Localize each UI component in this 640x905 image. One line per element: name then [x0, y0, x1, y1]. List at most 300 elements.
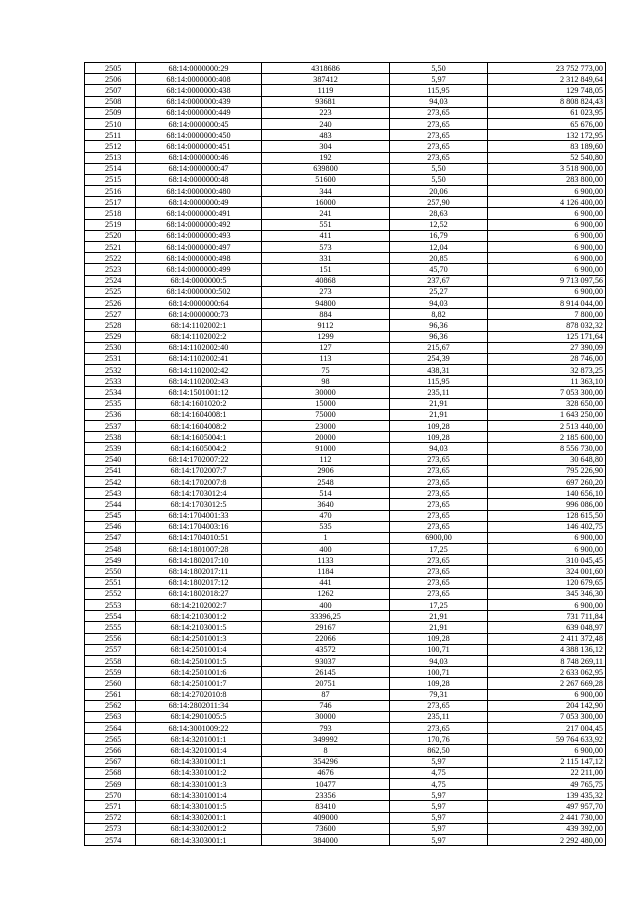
- table-row: [85, 745, 606, 756]
- rate-cell: 20,06: [390, 186, 488, 197]
- value-cell: 140 656,10: [488, 488, 606, 499]
- row-number-cell: 2547: [85, 532, 136, 543]
- rate-cell: 20,85: [390, 253, 488, 264]
- rate-cell: 257,90: [390, 197, 488, 208]
- area-cell: 30000: [262, 387, 390, 398]
- rate-cell: 273,65: [390, 107, 488, 118]
- table-row: [85, 331, 606, 342]
- table-row: [85, 141, 606, 152]
- cadastral-number-cell: 68:14:1703012:4: [136, 488, 262, 499]
- area-cell: 223: [262, 107, 390, 118]
- table-row: [85, 521, 606, 532]
- area-cell: 192: [262, 152, 390, 163]
- value-cell: 61 023,95: [488, 107, 606, 118]
- rate-cell: 273,65: [390, 566, 488, 577]
- cadastral-number-cell: 68:14:2103001:5: [136, 622, 262, 633]
- value-cell: 996 086,00: [488, 499, 606, 510]
- area-cell: 4676: [262, 767, 390, 778]
- value-cell: 23 752 773,00: [488, 63, 606, 74]
- row-number-cell: 2543: [85, 488, 136, 499]
- table-row: [85, 488, 606, 499]
- cadastral-number-cell: 68:14:0000000:497: [136, 242, 262, 253]
- cadastral-number-cell: 68:14:0000000:47: [136, 163, 262, 174]
- rate-cell: 115,95: [390, 376, 488, 387]
- area-cell: 20000: [262, 432, 390, 443]
- area-cell: 273: [262, 286, 390, 297]
- value-cell: 6 900,00: [488, 208, 606, 219]
- value-cell: 59 764 633,92: [488, 734, 606, 745]
- table-row: [85, 163, 606, 174]
- value-cell: 7 800,00: [488, 309, 606, 320]
- area-cell: 400: [262, 600, 390, 611]
- row-number-cell: 2525: [85, 286, 136, 297]
- value-cell: 204 142,90: [488, 700, 606, 711]
- area-cell: 441: [262, 577, 390, 588]
- value-cell: 6 900,00: [488, 286, 606, 297]
- rate-cell: 273,65: [390, 510, 488, 521]
- rate-cell: 25,27: [390, 286, 488, 297]
- cadastral-number-cell: 68:14:1801007:28: [136, 544, 262, 555]
- cadastral-number-cell: 68:14:3301001:4: [136, 790, 262, 801]
- rate-cell: 17,25: [390, 544, 488, 555]
- value-cell: 3 518 900,00: [488, 163, 606, 174]
- cadastral-number-cell: 68:14:0000000:491: [136, 208, 262, 219]
- table-row: [85, 342, 606, 353]
- table-row: [85, 779, 606, 790]
- value-cell: 2 441 730,00: [488, 812, 606, 823]
- row-number-cell: 2518: [85, 208, 136, 219]
- area-cell: 1119: [262, 85, 390, 96]
- rate-cell: 109,28: [390, 421, 488, 432]
- area-cell: 4318686: [262, 63, 390, 74]
- value-cell: 120 679,65: [488, 577, 606, 588]
- table-row: [85, 801, 606, 812]
- cadastral-number-cell: 68:14:1702007:8: [136, 476, 262, 487]
- rate-cell: 235,11: [390, 387, 488, 398]
- row-number-cell: 2505: [85, 63, 136, 74]
- row-number-cell: 2513: [85, 152, 136, 163]
- table-row: [85, 723, 606, 734]
- row-number-cell: 2563: [85, 711, 136, 722]
- area-cell: 151: [262, 264, 390, 275]
- cadastral-number-cell: 68:14:1605004:2: [136, 443, 262, 454]
- area-cell: 8: [262, 745, 390, 756]
- value-cell: 49 765,75: [488, 779, 606, 790]
- value-cell: 6 900,00: [488, 600, 606, 611]
- area-cell: 470: [262, 510, 390, 521]
- row-number-cell: 2553: [85, 600, 136, 611]
- table-row: [85, 63, 606, 74]
- value-cell: 27 390,09: [488, 342, 606, 353]
- area-cell: 16000: [262, 197, 390, 208]
- area-cell: 331: [262, 253, 390, 264]
- table-row: [85, 74, 606, 85]
- rate-cell: 273,65: [390, 521, 488, 532]
- table-row: [85, 510, 606, 521]
- cadastral-number-cell: 68:14:0000000:5: [136, 275, 262, 286]
- rate-cell: 96,36: [390, 320, 488, 331]
- value-cell: 697 260,20: [488, 476, 606, 487]
- row-number-cell: 2564: [85, 723, 136, 734]
- cadastral-number-cell: 68:14:0000000:492: [136, 219, 262, 230]
- cadastral-number-cell: 68:14:1802017:12: [136, 577, 262, 588]
- area-cell: 20751: [262, 678, 390, 689]
- cadastral-number-cell: 68:14:3201001:1: [136, 734, 262, 745]
- value-cell: 6 900,00: [488, 230, 606, 241]
- row-number-cell: 2569: [85, 779, 136, 790]
- row-number-cell: 2522: [85, 253, 136, 264]
- cadastral-number-cell: 68:14:3301001:5: [136, 801, 262, 812]
- value-cell: 439 392,00: [488, 823, 606, 834]
- value-cell: 324 001,60: [488, 566, 606, 577]
- cadastral-number-cell: 68:14:1703012:5: [136, 499, 262, 510]
- area-cell: 2548: [262, 476, 390, 487]
- area-cell: 387412: [262, 74, 390, 85]
- area-cell: 3640: [262, 499, 390, 510]
- row-number-cell: 2567: [85, 756, 136, 767]
- cadastral-number-cell: 68:14:3302001:2: [136, 823, 262, 834]
- table-row: [85, 208, 606, 219]
- table-row: [85, 633, 606, 644]
- value-cell: 6 900,00: [488, 242, 606, 253]
- area-cell: 746: [262, 700, 390, 711]
- table-row: [85, 454, 606, 465]
- area-cell: 514: [262, 488, 390, 499]
- row-number-cell: 2533: [85, 376, 136, 387]
- area-cell: 10477: [262, 779, 390, 790]
- rate-cell: 273,65: [390, 488, 488, 499]
- table-row: [85, 756, 606, 767]
- value-cell: 8 748 269,11: [488, 655, 606, 666]
- rate-cell: 8,82: [390, 309, 488, 320]
- rate-cell: 12,52: [390, 219, 488, 230]
- area-cell: 93037: [262, 655, 390, 666]
- value-cell: 83 189,60: [488, 141, 606, 152]
- row-number-cell: 2556: [85, 633, 136, 644]
- area-cell: 349992: [262, 734, 390, 745]
- cadastral-number-cell: 68:14:2102002:7: [136, 600, 262, 611]
- row-number-cell: 2526: [85, 297, 136, 308]
- rate-cell: 21,91: [390, 611, 488, 622]
- area-cell: 51600: [262, 174, 390, 185]
- row-number-cell: 2572: [85, 812, 136, 823]
- row-number-cell: 2551: [85, 577, 136, 588]
- value-cell: 6 900,00: [488, 264, 606, 275]
- rate-cell: 21,91: [390, 409, 488, 420]
- row-number-cell: 2542: [85, 476, 136, 487]
- row-number-cell: 2509: [85, 107, 136, 118]
- table-row: [85, 678, 606, 689]
- area-cell: 113: [262, 353, 390, 364]
- cadastral-number-cell: 68:14:0000000:46: [136, 152, 262, 163]
- cadastral-number-cell: 68:14:3303001:1: [136, 834, 262, 845]
- area-cell: 83410: [262, 801, 390, 812]
- row-number-cell: 2527: [85, 309, 136, 320]
- rate-cell: 273,65: [390, 465, 488, 476]
- cadastral-number-cell: 68:14:3301001:2: [136, 767, 262, 778]
- rate-cell: 109,28: [390, 678, 488, 689]
- area-cell: 793: [262, 723, 390, 734]
- table-row: [85, 297, 606, 308]
- area-cell: 1: [262, 532, 390, 543]
- rate-cell: 4,75: [390, 779, 488, 790]
- rate-cell: 12,04: [390, 242, 488, 253]
- cadastral-number-cell: 68:14:0000000:439: [136, 96, 262, 107]
- value-cell: 6 900,00: [488, 532, 606, 543]
- value-cell: 139 435,32: [488, 790, 606, 801]
- row-number-cell: 2546: [85, 521, 136, 532]
- row-number-cell: 2552: [85, 588, 136, 599]
- row-number-cell: 2508: [85, 96, 136, 107]
- row-number-cell: 2524: [85, 275, 136, 286]
- rate-cell: 273,65: [390, 476, 488, 487]
- value-cell: 2 267 669,28: [488, 678, 606, 689]
- cadastral-number-cell: 68:14:0000000:450: [136, 130, 262, 141]
- area-cell: 40868: [262, 275, 390, 286]
- cadastral-number-cell: 68:14:0000000:45: [136, 118, 262, 129]
- cadastral-number-cell: 68:14:3201001:4: [136, 745, 262, 756]
- table-row: [85, 85, 606, 96]
- rate-cell: 100,71: [390, 667, 488, 678]
- rate-cell: 5,50: [390, 174, 488, 185]
- rate-cell: 170,76: [390, 734, 488, 745]
- table-row: [85, 152, 606, 163]
- value-cell: 6 900,00: [488, 219, 606, 230]
- cadastral-number-cell: 68:14:2501001:5: [136, 655, 262, 666]
- rate-cell: 28,63: [390, 208, 488, 219]
- value-cell: 7 053 300,00: [488, 387, 606, 398]
- table-row: [85, 376, 606, 387]
- value-cell: 125 171,64: [488, 331, 606, 342]
- rate-cell: 5,50: [390, 163, 488, 174]
- value-cell: 6 900,00: [488, 745, 606, 756]
- table-row: [85, 532, 606, 543]
- row-number-cell: 2530: [85, 342, 136, 353]
- area-cell: 29167: [262, 622, 390, 633]
- area-cell: 30000: [262, 711, 390, 722]
- table-row: [85, 398, 606, 409]
- rate-cell: 273,65: [390, 141, 488, 152]
- row-number-cell: 2521: [85, 242, 136, 253]
- value-cell: 1 643 250,00: [488, 409, 606, 420]
- row-number-cell: 2555: [85, 622, 136, 633]
- rate-cell: 273,65: [390, 152, 488, 163]
- rate-cell: 273,65: [390, 555, 488, 566]
- table-row: [85, 421, 606, 432]
- table-row: [85, 611, 606, 622]
- row-number-cell: 2548: [85, 544, 136, 555]
- area-cell: 1184: [262, 566, 390, 577]
- table-row: [85, 667, 606, 678]
- row-number-cell: 2516: [85, 186, 136, 197]
- cadastral-number-cell: 68:14:1704003:16: [136, 521, 262, 532]
- area-cell: 535: [262, 521, 390, 532]
- cadastral-number-cell: 68:14:0000000:64: [136, 297, 262, 308]
- table-row: [85, 275, 606, 286]
- cadastral-number-cell: 68:14:2501001:7: [136, 678, 262, 689]
- area-cell: 551: [262, 219, 390, 230]
- cadastral-number-cell: 68:14:0000000:29: [136, 63, 262, 74]
- row-number-cell: 2561: [85, 689, 136, 700]
- row-number-cell: 2554: [85, 611, 136, 622]
- area-cell: 75: [262, 365, 390, 376]
- value-cell: 65 676,00: [488, 118, 606, 129]
- cadastral-number-cell: 68:14:0000000:498: [136, 253, 262, 264]
- value-cell: 2 513 440,00: [488, 421, 606, 432]
- cadastral-number-cell: 68:14:2501001:3: [136, 633, 262, 644]
- row-number-cell: 2545: [85, 510, 136, 521]
- row-number-cell: 2540: [85, 454, 136, 465]
- table-row: [85, 600, 606, 611]
- rate-cell: 109,28: [390, 432, 488, 443]
- row-number-cell: 2512: [85, 141, 136, 152]
- area-cell: 15000: [262, 398, 390, 409]
- row-number-cell: 2515: [85, 174, 136, 185]
- value-cell: 2 115 147,12: [488, 756, 606, 767]
- area-cell: 384000: [262, 834, 390, 845]
- row-number-cell: 2519: [85, 219, 136, 230]
- area-cell: 23000: [262, 421, 390, 432]
- table-row: [85, 734, 606, 745]
- value-cell: 22 211,00: [488, 767, 606, 778]
- rate-cell: 100,71: [390, 644, 488, 655]
- rate-cell: 273,65: [390, 577, 488, 588]
- cadastral-number-cell: 68:14:1802018:27: [136, 588, 262, 599]
- rate-cell: 862,50: [390, 745, 488, 756]
- value-cell: 132 172,95: [488, 130, 606, 141]
- rate-cell: 45,70: [390, 264, 488, 275]
- cadastral-number-cell: 68:14:2702010:8: [136, 689, 262, 700]
- area-cell: 87: [262, 689, 390, 700]
- table-row: [85, 353, 606, 364]
- cadastral-number-cell: 68:14:0000000:480: [136, 186, 262, 197]
- rate-cell: 6900,00: [390, 532, 488, 543]
- rate-cell: 94,03: [390, 655, 488, 666]
- cadastral-number-cell: 68:14:0000000:449: [136, 107, 262, 118]
- row-number-cell: 2574: [85, 834, 136, 845]
- cadastral-number-cell: 68:14:1102002:40: [136, 342, 262, 353]
- cadastral-number-cell: 68:14:1102002:2: [136, 331, 262, 342]
- rate-cell: 254,39: [390, 353, 488, 364]
- row-number-cell: 2507: [85, 85, 136, 96]
- table-row: [85, 96, 606, 107]
- value-cell: 310 045,45: [488, 555, 606, 566]
- rate-cell: 273,65: [390, 700, 488, 711]
- data-table: [84, 62, 606, 846]
- row-number-cell: 2510: [85, 118, 136, 129]
- row-number-cell: 2559: [85, 667, 136, 678]
- value-cell: 2 292 480,00: [488, 834, 606, 845]
- cadastral-number-cell: 68:14:1102002:43: [136, 376, 262, 387]
- row-number-cell: 2520: [85, 230, 136, 241]
- row-number-cell: 2560: [85, 678, 136, 689]
- table-row: [85, 174, 606, 185]
- rate-cell: 5,97: [390, 74, 488, 85]
- value-cell: 328 650,00: [488, 398, 606, 409]
- table-row: [85, 476, 606, 487]
- row-number-cell: 2517: [85, 197, 136, 208]
- rate-cell: 273,65: [390, 454, 488, 465]
- area-cell: 400: [262, 544, 390, 555]
- area-cell: 411: [262, 230, 390, 241]
- row-number-cell: 2558: [85, 655, 136, 666]
- area-cell: 75000: [262, 409, 390, 420]
- value-cell: 6 900,00: [488, 186, 606, 197]
- cadastral-number-cell: 68:14:0000000:48: [136, 174, 262, 185]
- table-row: [85, 555, 606, 566]
- table-row: [85, 644, 606, 655]
- cadastral-number-cell: 68:14:0000000:438: [136, 85, 262, 96]
- row-number-cell: 2511: [85, 130, 136, 141]
- value-cell: 6 900,00: [488, 544, 606, 555]
- area-cell: 344: [262, 186, 390, 197]
- row-number-cell: 2528: [85, 320, 136, 331]
- value-cell: 52 540,80: [488, 152, 606, 163]
- area-cell: 483: [262, 130, 390, 141]
- area-cell: 23356: [262, 790, 390, 801]
- cadastral-number-cell: 68:14:2901005:5: [136, 711, 262, 722]
- value-cell: 30 648,80: [488, 454, 606, 465]
- value-cell: 8 556 730,00: [488, 443, 606, 454]
- area-cell: 884: [262, 309, 390, 320]
- row-number-cell: 2539: [85, 443, 136, 454]
- table-row: [85, 365, 606, 376]
- table-row: [85, 387, 606, 398]
- row-number-cell: 2571: [85, 801, 136, 812]
- cadastral-number-cell: 68:14:1102002:1: [136, 320, 262, 331]
- cadastral-number-cell: 68:14:0000000:502: [136, 286, 262, 297]
- table-row: [85, 443, 606, 454]
- table-body: [85, 63, 606, 846]
- value-cell: 128 615,50: [488, 510, 606, 521]
- rate-cell: 273,65: [390, 499, 488, 510]
- area-cell: 639800: [262, 163, 390, 174]
- cadastral-number-cell: 68:14:1102002:41: [136, 353, 262, 364]
- value-cell: 283 800,00: [488, 174, 606, 185]
- cadastral-number-cell: 68:14:1802017:10: [136, 555, 262, 566]
- value-cell: 28 746,00: [488, 353, 606, 364]
- cadastral-number-cell: 68:14:1704001:33: [136, 510, 262, 521]
- area-cell: 98: [262, 376, 390, 387]
- cadastral-number-cell: 68:14:3301001:3: [136, 779, 262, 790]
- value-cell: 795 226,90: [488, 465, 606, 476]
- rate-cell: 94,03: [390, 443, 488, 454]
- row-number-cell: 2544: [85, 499, 136, 510]
- rate-cell: 235,11: [390, 711, 488, 722]
- table-row: [85, 219, 606, 230]
- rate-cell: 5,97: [390, 834, 488, 845]
- rate-cell: 273,65: [390, 118, 488, 129]
- cadastral-number-cell: 68:14:3301001:1: [136, 756, 262, 767]
- rate-cell: 5,97: [390, 823, 488, 834]
- area-cell: 33396,25: [262, 611, 390, 622]
- table-row: [85, 264, 606, 275]
- rate-cell: 94,03: [390, 96, 488, 107]
- cadastral-number-cell: 68:14:0000000:493: [136, 230, 262, 241]
- area-cell: 94800: [262, 297, 390, 308]
- rate-cell: 438,31: [390, 365, 488, 376]
- row-number-cell: 2514: [85, 163, 136, 174]
- cadastral-number-cell: 68:14:1501001:12: [136, 387, 262, 398]
- value-cell: 217 004,45: [488, 723, 606, 734]
- cadastral-number-cell: 68:14:0000000:73: [136, 309, 262, 320]
- value-cell: 129 748,05: [488, 85, 606, 96]
- area-cell: 354296: [262, 756, 390, 767]
- row-number-cell: 2531: [85, 353, 136, 364]
- area-cell: 1133: [262, 555, 390, 566]
- table-row: [85, 689, 606, 700]
- area-cell: 9112: [262, 320, 390, 331]
